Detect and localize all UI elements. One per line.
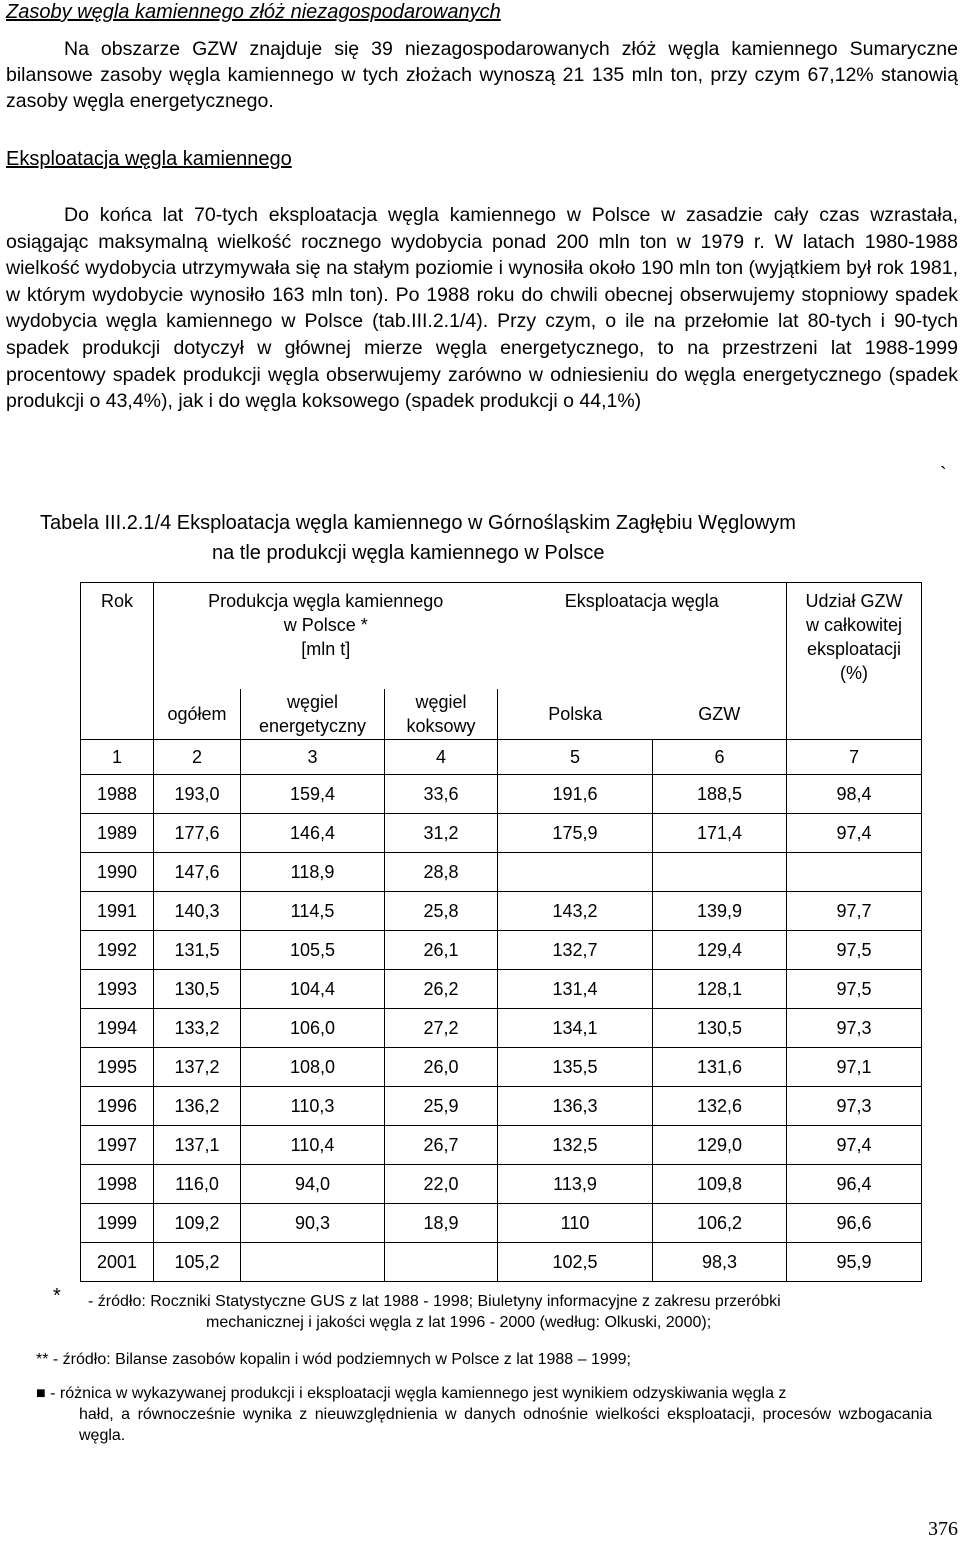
table-cell: 106,2 [653, 1204, 787, 1243]
table-row [81, 1048, 922, 1087]
table-cell: 143,2 [498, 892, 653, 931]
table-cell: 18,9 [385, 1204, 498, 1243]
table-cell: 31,2 [385, 814, 498, 853]
table-cell: 96,4 [787, 1165, 922, 1204]
table-cell: 129,0 [653, 1126, 787, 1165]
table-cell [498, 853, 653, 892]
footnote-source-gus [88, 1291, 928, 1333]
table-cell: 177,6 [154, 814, 241, 853]
table-cell: 26,2 [385, 970, 498, 1009]
paragraph-exploitation: Do końca lat 70-tych eksploatacja węgla kamiennego w Polsce w zasadzie cały czas wzrastała, osiągając maksymalną wielkość rocznego wydobycia ponad 200 mln ton w 1979 r. W latach 1980-1988 wielkość wydobycia utrzymywała się na stałym poziomie i wynosiła około 190 mln ton (wyjątkiem był rok 1981, w którym wydobycie wynosiło 163 mln ton). Po 1988 roku do chwili obecnej obserwujemy stopniowy spadek wydobycia węgla kamiennego w Polsce (tab.III.2.1/4). Przy czym, o ile na przełomie lat 80-tych i 90-tych spadek produkcji dotyczył w głównej mierze węgla energetycznego, to na przestrzeni lat 1988-1999 procentowy spadek produkcji węgla obserwujemy zarówno w odniesieniu do węgla energetycznego (spadek produkcji o 43,4%), jak i do węgla koksowego (spadek produkcji o 44,1%) [6, 204, 958, 413]
table-cell: 159,4 [241, 775, 385, 814]
table-row [81, 892, 922, 931]
footnote-difference-line2: hałd, a równocześnie wynika z nieuwzględnienia w danych odnośnie wielkości eksploatacji, procesów wzbogacania węgla. [79, 1406, 932, 1444]
table-cell: 108,0 [241, 1048, 385, 1087]
subheader-empty [81, 689, 154, 740]
table-row [81, 853, 922, 892]
table-body [81, 775, 922, 1282]
table-cell: 146,4 [241, 814, 385, 853]
column-number: 2 [154, 740, 241, 775]
table-cell: 139,9 [653, 892, 787, 931]
table-cell: 1993 [81, 970, 154, 1009]
header-rok: Rok [81, 583, 154, 690]
subheader-gzw: GZW [653, 689, 787, 740]
table-cell: 1998 [81, 1165, 154, 1204]
table-cell: 147,6 [154, 853, 241, 892]
table-cell: 132,5 [498, 1126, 653, 1165]
table-cell: 114,5 [241, 892, 385, 931]
table-cell: 191,6 [498, 775, 653, 814]
table-cell: 131,4 [498, 970, 653, 1009]
paragraph-intro-text: Na obszarze GZW znajduje się 39 niezagospodarowanych złóż węgla kamiennego Sumaryczne bilansowe zasoby węgla kamiennego w tych złożach wynoszą 21 135 mln ton, przy czym 67,12% stanowią zasoby węgla energetycznego. [6, 38, 958, 113]
column-number-row [81, 740, 922, 775]
table-cell: 105,2 [154, 1243, 241, 1282]
table-row [81, 1204, 922, 1243]
table-cell: 193,0 [154, 775, 241, 814]
table-cell: 1989 [81, 814, 154, 853]
table-cell: 97,3 [787, 1009, 922, 1048]
table-cell: 1988 [81, 775, 154, 814]
table-cell: 97,3 [787, 1087, 922, 1126]
table-cell: 136,3 [498, 1087, 653, 1126]
table-row [81, 1243, 922, 1282]
table-cell: 130,5 [154, 970, 241, 1009]
table-cell: 97,5 [787, 931, 922, 970]
table-cell: 104,4 [241, 970, 385, 1009]
page-number: 376 [928, 1518, 958, 1540]
table-cell: 97,7 [787, 892, 922, 931]
table-cell: 1997 [81, 1126, 154, 1165]
table-cell: 109,2 [154, 1204, 241, 1243]
table-cell: 95,9 [787, 1243, 922, 1282]
production-table [80, 582, 922, 1282]
table-cell: 113,9 [498, 1165, 653, 1204]
table-cell: 97,4 [787, 1126, 922, 1165]
table-cell: 28,8 [385, 853, 498, 892]
paragraph-intro [6, 36, 958, 115]
table-cell: 133,2 [154, 1009, 241, 1048]
table-cell: 130,5 [653, 1009, 787, 1048]
stray-mark: ` [940, 464, 947, 486]
column-number: 6 [653, 740, 787, 775]
table-row [81, 1087, 922, 1126]
table-row [81, 1165, 922, 1204]
table-cell: 25,9 [385, 1087, 498, 1126]
table-cell: 135,5 [498, 1048, 653, 1087]
table-cell: 1999 [81, 1204, 154, 1243]
table-cell: 98,4 [787, 775, 922, 814]
table-cell: 1992 [81, 931, 154, 970]
footnote-source-gus-line1: - źródło: Roczniki Statystyczne GUS z lat 1988 - 1998; Biuletyny informacyjne z zakresu przeróbki [88, 1293, 781, 1310]
table-cell: 110,3 [241, 1087, 385, 1126]
table-cell: 131,5 [154, 931, 241, 970]
table-caption-line1: Tabela III.2.1/4 Eksploatacja węgla kamiennego w Górnośląskim Zagłębiu Węglowym [40, 512, 796, 534]
table-cell: 26,0 [385, 1048, 498, 1087]
footnote-source-bilanse: ** - źródło: Bilanse zasobów kopalin i wód podziemnych w Polsce z lat 1988 – 1999; [36, 1351, 631, 1368]
table-cell: 26,7 [385, 1126, 498, 1165]
footnote-star: * [53, 1285, 61, 1307]
table-cell [241, 1243, 385, 1282]
table-cell: 106,0 [241, 1009, 385, 1048]
table-cell: 27,2 [385, 1009, 498, 1048]
table-cell: 128,1 [653, 970, 787, 1009]
table-cell: 140,3 [154, 892, 241, 931]
table-cell: 26,1 [385, 931, 498, 970]
table-row [81, 970, 922, 1009]
table-cell: 2001 [81, 1243, 154, 1282]
table-cell: 90,3 [241, 1204, 385, 1243]
table-cell: 134,1 [498, 1009, 653, 1048]
table-cell: 97,4 [787, 814, 922, 853]
table-cell: 132,6 [653, 1087, 787, 1126]
table-cell: 116,0 [154, 1165, 241, 1204]
table-row [81, 1126, 922, 1165]
table-cell: 1991 [81, 892, 154, 931]
table-cell: 132,7 [498, 931, 653, 970]
footnote-source-gus-line2: mechanicznej i jakości węgla z lat 1996 - 2000 (według: Olkuski, 2000); [206, 1314, 712, 1331]
subheader-koksowy: węgiel koksowy [385, 689, 498, 740]
table-cell: 175,9 [498, 814, 653, 853]
table-cell: 1995 [81, 1048, 154, 1087]
table-cell: 97,5 [787, 970, 922, 1009]
subheader-udzial-empty [787, 689, 922, 740]
page-heading: Zasoby węgla kamiennego złóż niezagospodarowanych [6, 1, 501, 23]
subheader-ogolem: ogółem [154, 689, 241, 740]
subheader-polska: Polska [498, 689, 653, 740]
table-cell: 22,0 [385, 1165, 498, 1204]
column-number: 4 [385, 740, 498, 775]
table-cell: 171,4 [653, 814, 787, 853]
table-cell [385, 1243, 498, 1282]
table-cell: 105,5 [241, 931, 385, 970]
table-cell: 137,2 [154, 1048, 241, 1087]
table-header-row [81, 583, 922, 690]
table-cell: 94,0 [241, 1165, 385, 1204]
table-cell: 110,4 [241, 1126, 385, 1165]
table-row [81, 1009, 922, 1048]
footnote-difference [36, 1383, 932, 1446]
table-cell: 25,8 [385, 892, 498, 931]
table-cell: 109,8 [653, 1165, 787, 1204]
table-cell: 97,1 [787, 1048, 922, 1087]
table-cell: 96,6 [787, 1204, 922, 1243]
table-row [81, 814, 922, 853]
column-number: 1 [81, 740, 154, 775]
table-cell: 136,2 [154, 1087, 241, 1126]
table-cell: 1996 [81, 1087, 154, 1126]
table-cell: 98,3 [653, 1243, 787, 1282]
table-caption-line2: na tle produkcji węgla kamiennego w Polsce [212, 542, 605, 564]
table-cell [787, 853, 922, 892]
subheader-energetyczny: węgiel energetyczny [241, 689, 385, 740]
table-caption [40, 508, 930, 568]
table-cell: 33,6 [385, 775, 498, 814]
table-subheader-row [81, 689, 922, 740]
table-row [81, 775, 922, 814]
table-cell: 131,6 [653, 1048, 787, 1087]
table-cell: 137,1 [154, 1126, 241, 1165]
table-cell: 102,5 [498, 1243, 653, 1282]
table-cell: 1994 [81, 1009, 154, 1048]
table-cell [653, 853, 787, 892]
table-cell: 118,9 [241, 853, 385, 892]
footnote-difference-line1: ■ - różnica w wykazywanej produkcji i eksploatacji węgla kamiennego jest wynikiem odzyskiwania węgla z [36, 1385, 787, 1402]
table-cell: 188,5 [653, 775, 787, 814]
header-udzial: Udział GZW w całkowitej eksploatacji (%) [787, 583, 922, 690]
table-cell: 129,4 [653, 931, 787, 970]
column-number: 7 [787, 740, 922, 775]
table-row [81, 931, 922, 970]
header-produkcja: Produkcja węgla kamiennego w Polsce * [mln t] [154, 583, 498, 690]
column-number: 3 [241, 740, 385, 775]
column-number: 5 [498, 740, 653, 775]
table-cell: 110 [498, 1204, 653, 1243]
section-heading: Eksploatacja węgla kamiennego [6, 148, 292, 170]
table-cell: 1990 [81, 853, 154, 892]
header-eksploatacja: Eksploatacja węgla [498, 583, 787, 690]
